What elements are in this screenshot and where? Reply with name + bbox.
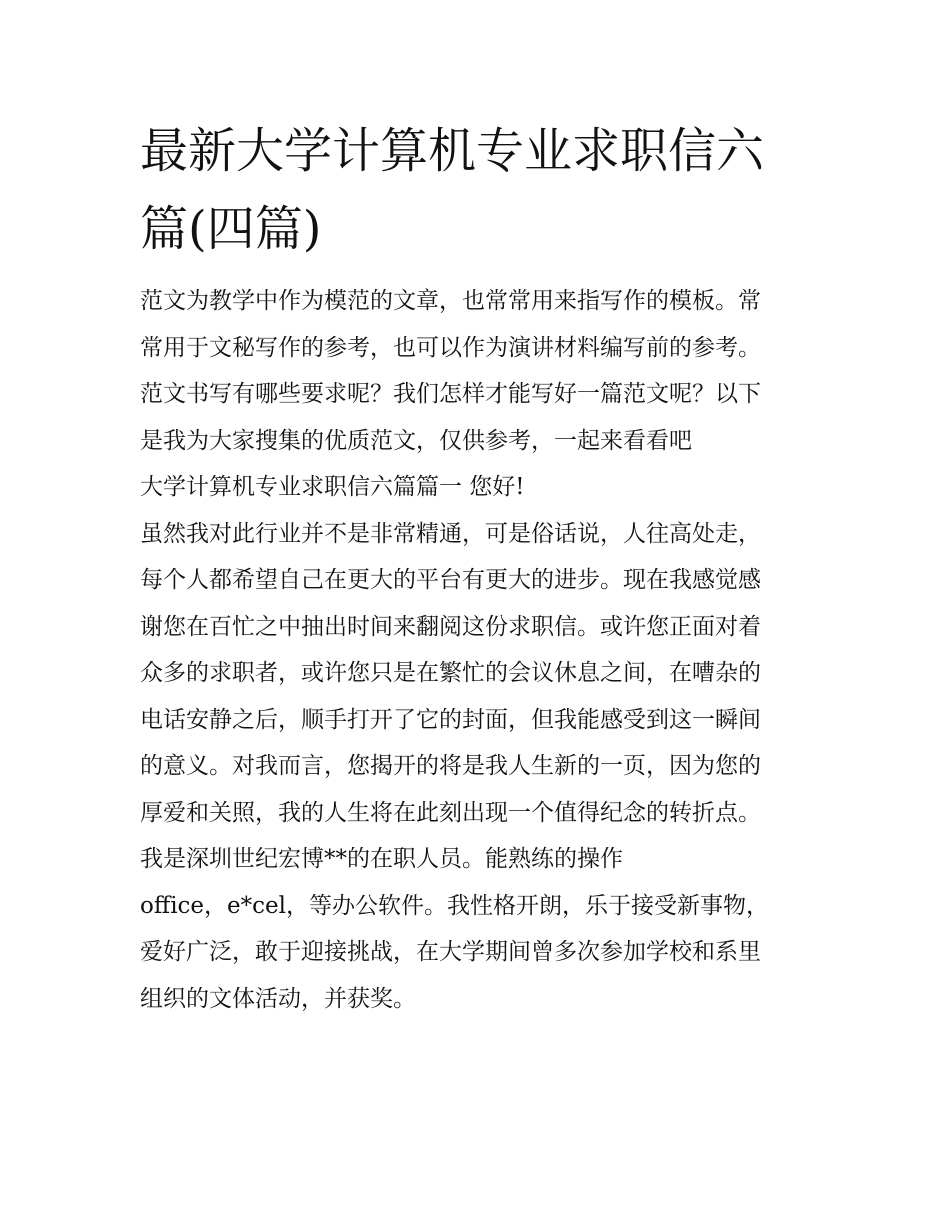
body-line: 常用于文秘写作的参考，也可以作为演讲材料编写前的参考。 — [140, 334, 761, 361]
section-heading-line: 大学计算机专业求职信六篇篇一 您好! — [140, 474, 525, 500]
body-line: 谢您在百忙之中抽出时间来翻阅这份求职信。或许您正面对着 — [140, 613, 761, 640]
body-line: 的意义。对我而言，您揭开的将是我人生新的一页，因为您的 — [140, 753, 761, 779]
document-title — [140, 112, 820, 268]
body-line: 范文书写有哪些要求呢？我们怎样才能写好一篇范文呢？以下 — [140, 381, 761, 407]
body-line: 我是深圳世纪宏博**的在职人员。能熟练的操作 — [140, 846, 623, 872]
document-body — [140, 278, 830, 1022]
body-line: 组织的文体活动，并获奖。 — [140, 985, 416, 1012]
body-line: office，e*cel，等办公软件。我性格开朗，乐于接受新事物， — [140, 892, 769, 919]
title-line: 篇(四篇) — [140, 201, 322, 257]
title-line: 最新大学计算机专业求职信六 — [140, 123, 765, 179]
body-line: 每个人都希望自己在更大的平台有更大的进步。现在我感觉感 — [140, 567, 761, 593]
body-line: 范文为教学中作为模范的文章，也常常用来指写作的模板。常 — [140, 288, 761, 314]
body-line: 爱好广泛，敢于迎接挑战，在大学期间曾多次参加学校和系里 — [140, 939, 761, 965]
body-line: 厚爱和关照，我的人生将在此刻出现一个值得纪念的转折点。 — [140, 799, 761, 826]
body-line: 虽然我对此行业并不是非常精通，可是俗话说，人往高处走， — [140, 520, 761, 547]
body-line: 电话安静之后，顺手打开了它的封面，但我能感受到这一瞬间 — [140, 706, 761, 733]
body-line: 众多的求职者，或许您只是在繁忙的会议休息之间，在嘈杂的 — [140, 660, 761, 686]
body-line: 是我为大家搜集的优质范文，仅供参考，一起来看看吧 — [140, 427, 692, 454]
